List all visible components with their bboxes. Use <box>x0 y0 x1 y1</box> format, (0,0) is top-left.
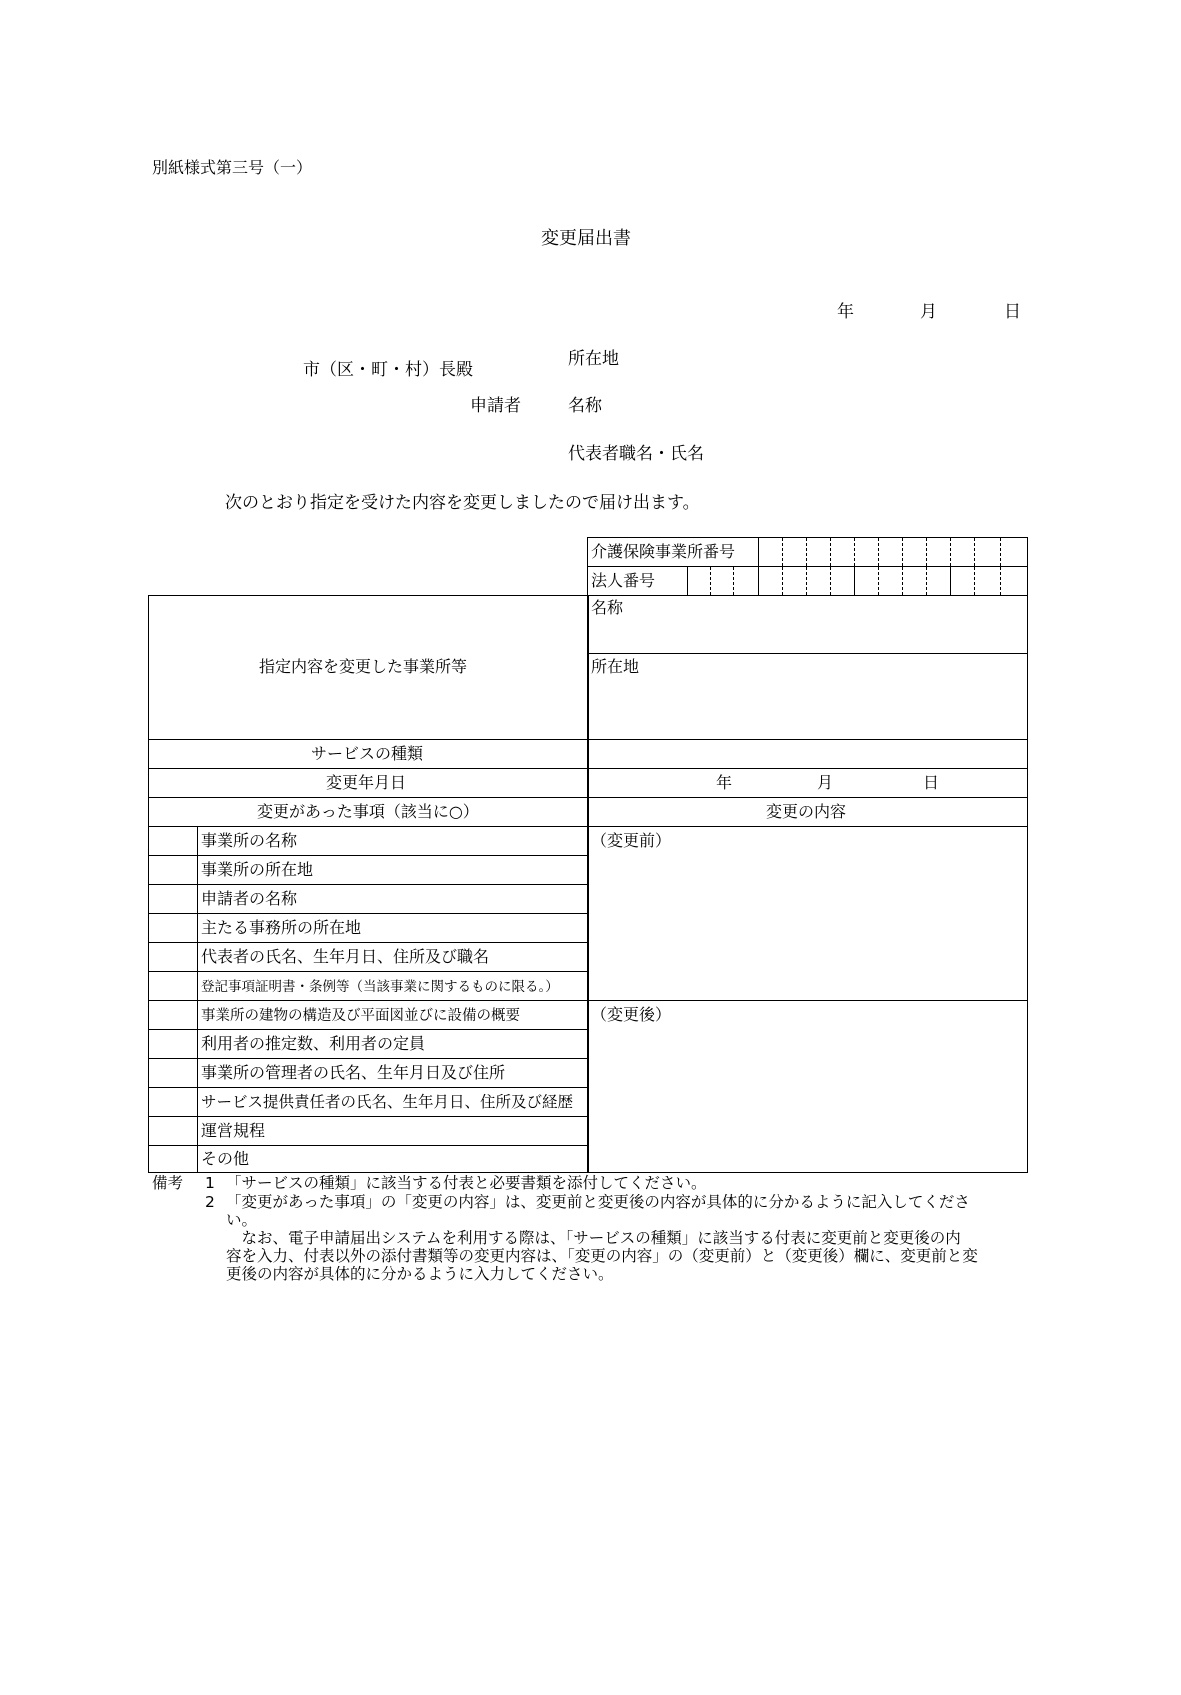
remarks-number-2: 2 <box>205 1193 215 1211</box>
item-row-9 <box>197 1058 589 1088</box>
remarks-label: 備考 <box>152 1174 184 1192</box>
applicant-label: 申請者 <box>470 396 521 416</box>
office-address-label: 所在地 <box>591 657 640 676</box>
corporate-number-box[interactable] <box>587 566 1028 596</box>
change-before-label: （変更前） <box>591 831 672 850</box>
remarks-text-3a: なお、電子申請届出システムを利用する際は、「サービスの種類」に該当する付表に変更前と変更後の内 <box>226 1229 961 1247</box>
change-content-header: 変更の内容 <box>766 802 847 821</box>
item-label: 申請者の名称 <box>201 889 298 908</box>
check-cell-6[interactable] <box>148 971 198 1001</box>
form-id: 別紙様式第三号（一） <box>152 158 313 177</box>
service-type-input[interactable] <box>587 739 1028 769</box>
date-year: 年 <box>837 302 854 322</box>
check-cell-2[interactable] <box>148 855 198 885</box>
service-type-label-cell <box>148 739 589 769</box>
applicant-name-label: 名称 <box>568 396 602 416</box>
change-date-month: 月 <box>817 773 834 792</box>
check-cell-4[interactable] <box>148 913 198 943</box>
item-row-7 <box>197 1000 589 1030</box>
change-date-year: 年 <box>716 773 733 792</box>
change-after-label: （変更後） <box>591 1005 672 1024</box>
office-label-cell <box>148 595 589 740</box>
item-label: サービス提供責任者の氏名、生年月日、住所及び経歴 <box>201 1093 574 1111</box>
item-label: 事業所の建物の構造及び平面図並びに設備の概要 <box>201 1008 520 1024</box>
office-label: 指定内容を変更した事業所等 <box>259 657 468 676</box>
office-name-cell[interactable] <box>587 595 1028 654</box>
item-row-12 <box>197 1145 589 1173</box>
remarks-text-2b: い。 <box>226 1211 258 1229</box>
change-date-label-cell <box>148 768 589 798</box>
remarks-text-2a: 「変更があった事項」の「変更の内容」は、変更前と変更後の内容が具体的に分かるように記入してくださ <box>226 1193 970 1211</box>
check-cell-5[interactable] <box>148 942 198 972</box>
check-cell-1[interactable] <box>148 826 198 856</box>
corporate-number-label: 法人番号 <box>591 571 656 590</box>
item-label: 事業所の名称 <box>201 831 298 850</box>
item-label: 運営規程 <box>201 1121 266 1140</box>
item-row-5 <box>197 942 589 972</box>
office-address-cell[interactable] <box>587 653 1028 740</box>
date-day: 日 <box>1004 302 1021 322</box>
changed-items-header: 変更があった事項（該当に○） <box>257 802 479 821</box>
applicant-address-label: 所在地 <box>568 349 619 369</box>
insurance-number-label: 介護保険事業所番号 <box>591 542 736 561</box>
item-label: 代表者の氏名、生年月日、住所及び職名 <box>201 947 490 966</box>
item-label: 利用者の推定数、利用者の定員 <box>201 1034 426 1053</box>
check-cell-11[interactable] <box>148 1116 198 1146</box>
item-label: 事業所の管理者の氏名、生年月日及び住所 <box>201 1063 506 1082</box>
item-row-11 <box>197 1116 589 1146</box>
item-label: 事業所の所在地 <box>201 860 314 879</box>
item-row-1 <box>197 826 589 856</box>
check-cell-12[interactable] <box>148 1145 198 1173</box>
remarks-text-1: 「サービスの種類」に該当する付表と必要書類を添付してください。 <box>226 1174 707 1192</box>
check-cell-7[interactable] <box>148 1000 198 1030</box>
addressee: 市（区・町・村）長殿 <box>303 360 473 380</box>
change-after-field[interactable] <box>587 1000 1028 1173</box>
item-label: 登記事項証明書・条例等（当該事業に関するものに限る。） <box>201 979 559 995</box>
document-title: 変更届出書 <box>541 228 631 249</box>
item-row-4 <box>197 913 589 943</box>
item-row-8 <box>197 1029 589 1059</box>
date-month: 月 <box>920 302 937 322</box>
insurance-number-box[interactable] <box>587 537 1028 567</box>
check-cell-9[interactable] <box>148 1058 198 1088</box>
change-date-day: 日 <box>923 773 940 792</box>
item-row-10 <box>197 1087 589 1117</box>
change-before-field[interactable] <box>587 826 1028 1001</box>
check-cell-3[interactable] <box>148 884 198 914</box>
remarks-text-3c: 更後の内容が具体的に分かるように入力してください。 <box>226 1265 614 1283</box>
check-cell-8[interactable] <box>148 1029 198 1059</box>
change-date-input[interactable] <box>587 768 1028 798</box>
service-type-label: サービスの種類 <box>311 744 424 763</box>
representative-label: 代表者職名・氏名 <box>568 444 704 464</box>
statement: 次のとおり指定を受けた内容を変更しましたので届け出ます。 <box>225 493 700 513</box>
change-date-label: 変更年月日 <box>326 773 407 792</box>
remarks-text-3b: 容を入力、付表以外の添付書類等の変更内容は、「変更の内容」の（変更前）と（変更後）欄に、変更前と変 <box>226 1247 978 1265</box>
item-row-6 <box>197 971 589 1001</box>
item-row-3 <box>197 884 589 914</box>
check-cell-10[interactable] <box>148 1087 198 1117</box>
change-content-header-cell <box>587 797 1028 827</box>
item-row-2 <box>197 855 589 885</box>
item-label: 主たる事務所の所在地 <box>201 918 362 937</box>
office-name-label: 名称 <box>591 598 624 617</box>
item-label: その他 <box>201 1149 250 1168</box>
changed-items-header-cell <box>148 797 589 827</box>
remarks-number-1: 1 <box>205 1174 215 1192</box>
